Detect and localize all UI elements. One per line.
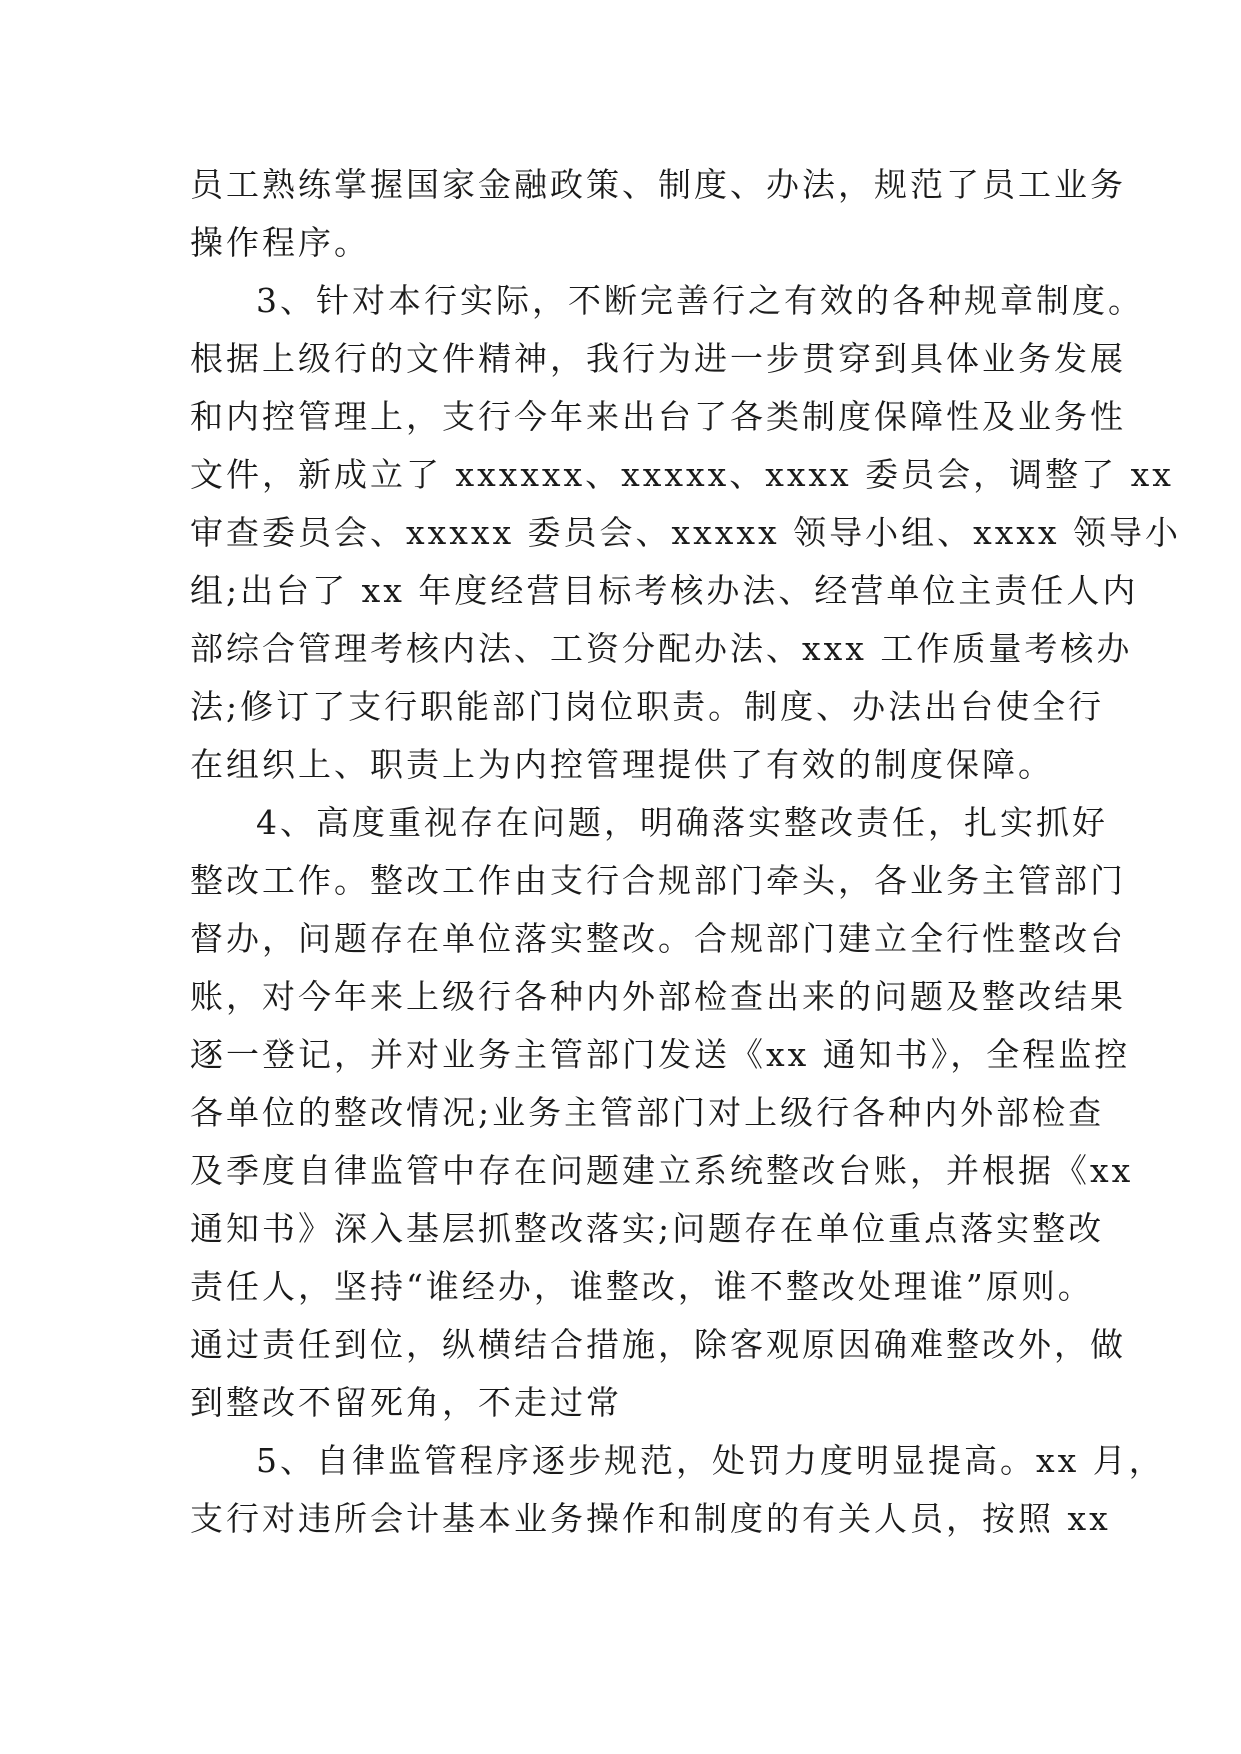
- paragraph-first-line: 3、针对本行实际，不断完善行之有效的各种规章制度。: [256, 281, 1144, 320]
- text-line: 支行对违所会计基本业务操作和制度的有关人员，按照 xx: [190, 1499, 1111, 1538]
- text-line: 及季度自律监管中存在问题建立系统整改台账，并根据《xx: [190, 1151, 1134, 1190]
- text-line: 部综合管理考核内法、工资分配办法、xxx 工作质量考核办: [190, 629, 1133, 668]
- text-line: 各单位的整改情况;业务主管部门对上级行各种内外部检查: [190, 1093, 1105, 1132]
- text-line: 通过责任到位，纵横结合措施，除客观原因确难整改外，做: [190, 1325, 1126, 1364]
- text-line: 法;修订了支行职能部门岗位职责。制度、办法出台使全行: [190, 687, 1105, 726]
- text-line: 通知书》深入基层抓整改落实;问题存在单位重点落实整改: [190, 1209, 1105, 1248]
- text-line: 文件，新成立了 xxxxxx、xxxxx、xxxx 委员会，调整了 xx: [190, 455, 1174, 494]
- text-line: 操作程序。: [190, 223, 370, 262]
- text-line: 根据上级行的文件精神，我行为进一步贯穿到具体业务发展: [190, 339, 1126, 378]
- paragraph-first-line: 4、高度重视存在问题，明确落实整改责任，扎实抓好: [256, 803, 1108, 842]
- text-line: 审查委员会、xxxxx 委员会、xxxxx 领导小组、xxxx 领导小: [190, 513, 1182, 552]
- text-line: 和内控管理上，支行今年来出台了各类制度保障性及业务性: [190, 397, 1126, 436]
- text-line: 责任人，坚持“谁经办，谁整改，谁不整改处理谁”原则。: [190, 1267, 1094, 1306]
- text-line: 整改工作。整改工作由支行合规部门牵头，各业务主管部门: [190, 861, 1126, 900]
- text-line: 到整改不留死角，不走过常: [190, 1383, 622, 1422]
- paragraph-first-line: 5、自律监管程序逐步规范，处罚力度明显提高。xx 月，: [256, 1441, 1165, 1480]
- text-line: 逐一登记，并对业务主管部门发送《xx 通知书》，全程监控: [190, 1035, 1131, 1074]
- document-body: [190, 156, 1182, 1548]
- text-line: 账，对今年来上级行各种内外部检查出来的问题及整改结果: [190, 977, 1126, 1016]
- text-line: 督办，问题存在单位落实整改。合规部门建立全行性整改台: [190, 919, 1126, 958]
- text-line: 在组织上、职责上为内控管理提供了有效的制度保障。: [190, 745, 1054, 784]
- text-line: 员工熟练掌握国家金融政策、制度、办法，规范了员工业务: [190, 165, 1126, 204]
- text-line: 组;出台了 xx 年度经营目标考核办法、经营单位主责任人内: [190, 571, 1139, 610]
